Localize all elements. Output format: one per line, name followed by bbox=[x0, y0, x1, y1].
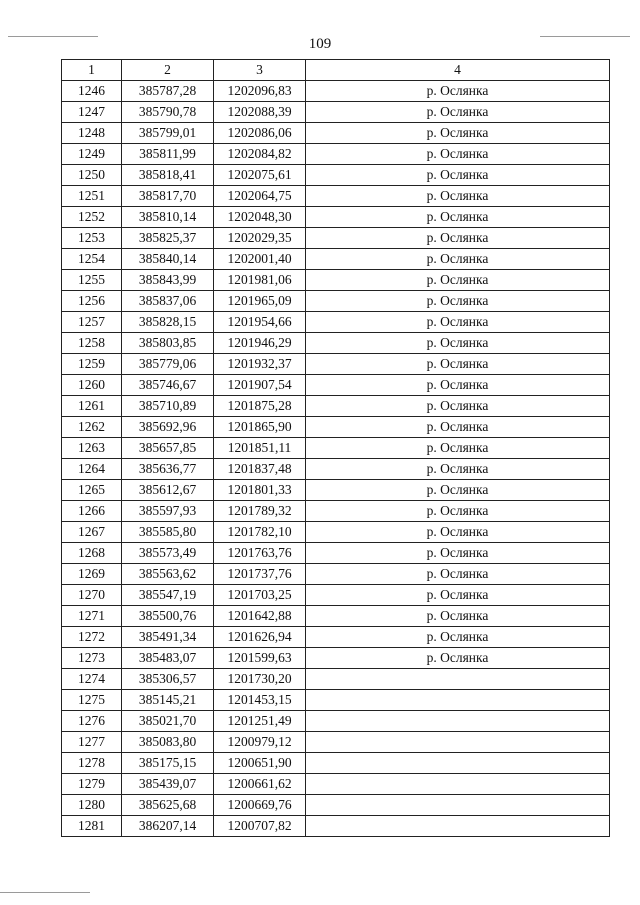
x-coordinate-cell: 385491,34 bbox=[122, 627, 214, 648]
point-number-cell: 1255 bbox=[62, 270, 122, 291]
point-number-cell: 1260 bbox=[62, 375, 122, 396]
x-coordinate-cell: 385612,67 bbox=[122, 480, 214, 501]
x-coordinate-cell: 385636,77 bbox=[122, 459, 214, 480]
y-coordinate-cell: 1201981,06 bbox=[214, 270, 306, 291]
description-cell: р. Ослянка bbox=[306, 375, 610, 396]
table-row bbox=[62, 144, 610, 165]
table-row bbox=[62, 249, 610, 270]
table-row bbox=[62, 753, 610, 774]
point-number-cell: 1250 bbox=[62, 165, 122, 186]
y-coordinate-cell: 1201763,76 bbox=[214, 543, 306, 564]
x-coordinate-cell: 385175,15 bbox=[122, 753, 214, 774]
table-row bbox=[62, 480, 610, 501]
point-number-cell: 1270 bbox=[62, 585, 122, 606]
y-coordinate-cell: 1201730,20 bbox=[214, 669, 306, 690]
y-coordinate-cell: 1201865,90 bbox=[214, 417, 306, 438]
point-number-cell: 1248 bbox=[62, 123, 122, 144]
table-row bbox=[62, 354, 610, 375]
y-coordinate-cell: 1201801,33 bbox=[214, 480, 306, 501]
x-coordinate-cell: 385837,06 bbox=[122, 291, 214, 312]
table-row bbox=[62, 123, 610, 144]
x-coordinate-cell: 385840,14 bbox=[122, 249, 214, 270]
point-number-cell: 1261 bbox=[62, 396, 122, 417]
description-cell: р. Ослянка bbox=[306, 144, 610, 165]
description-cell: р. Ослянка bbox=[306, 417, 610, 438]
x-coordinate-cell: 385779,06 bbox=[122, 354, 214, 375]
point-number-cell: 1280 bbox=[62, 795, 122, 816]
x-coordinate-cell: 385746,67 bbox=[122, 375, 214, 396]
x-coordinate-cell: 385573,49 bbox=[122, 543, 214, 564]
y-coordinate-cell: 1201851,11 bbox=[214, 438, 306, 459]
column-header-3: 3 bbox=[214, 60, 306, 81]
point-number-cell: 1264 bbox=[62, 459, 122, 480]
description-cell: р. Ослянка bbox=[306, 585, 610, 606]
table-row bbox=[62, 207, 610, 228]
table-row bbox=[62, 501, 610, 522]
table-row bbox=[62, 669, 610, 690]
description-cell: р. Ослянка bbox=[306, 186, 610, 207]
coordinates-table bbox=[61, 59, 610, 837]
description-cell: р. Ослянка bbox=[306, 354, 610, 375]
point-number-cell: 1247 bbox=[62, 102, 122, 123]
point-number-cell: 1256 bbox=[62, 291, 122, 312]
x-coordinate-cell: 385817,70 bbox=[122, 186, 214, 207]
y-coordinate-cell: 1202075,61 bbox=[214, 165, 306, 186]
y-coordinate-cell: 1202001,40 bbox=[214, 249, 306, 270]
x-coordinate-cell: 385083,80 bbox=[122, 732, 214, 753]
page-number: 109 bbox=[308, 36, 332, 52]
description-cell: р. Ослянка bbox=[306, 81, 610, 102]
table-row bbox=[62, 375, 610, 396]
description-cell: р. Ослянка bbox=[306, 438, 610, 459]
y-coordinate-cell: 1200669,76 bbox=[214, 795, 306, 816]
description-cell: р. Ослянка bbox=[306, 606, 610, 627]
y-coordinate-cell: 1201642,88 bbox=[214, 606, 306, 627]
y-coordinate-cell: 1201737,76 bbox=[214, 564, 306, 585]
y-coordinate-cell: 1202086,06 bbox=[214, 123, 306, 144]
table-row bbox=[62, 459, 610, 480]
table-body bbox=[62, 81, 610, 837]
point-number-cell: 1262 bbox=[62, 417, 122, 438]
y-coordinate-cell: 1202048,30 bbox=[214, 207, 306, 228]
x-coordinate-cell: 385585,80 bbox=[122, 522, 214, 543]
table-row bbox=[62, 186, 610, 207]
point-number-cell: 1275 bbox=[62, 690, 122, 711]
description-cell: р. Ослянка bbox=[306, 480, 610, 501]
description-cell: р. Ослянка bbox=[306, 123, 610, 144]
description-cell: р. Ослянка bbox=[306, 207, 610, 228]
x-coordinate-cell: 385657,85 bbox=[122, 438, 214, 459]
description-cell: р. Ослянка bbox=[306, 564, 610, 585]
table-row bbox=[62, 606, 610, 627]
y-coordinate-cell: 1201626,94 bbox=[214, 627, 306, 648]
point-number-cell: 1246 bbox=[62, 81, 122, 102]
table-row bbox=[62, 648, 610, 669]
table-header-row bbox=[62, 60, 610, 81]
point-number-cell: 1267 bbox=[62, 522, 122, 543]
point-number-cell: 1273 bbox=[62, 648, 122, 669]
y-coordinate-cell: 1201782,10 bbox=[214, 522, 306, 543]
description-cell: р. Ослянка bbox=[306, 102, 610, 123]
description-cell: р. Ослянка bbox=[306, 333, 610, 354]
description-cell bbox=[306, 753, 610, 774]
table-row bbox=[62, 396, 610, 417]
point-number-cell: 1249 bbox=[62, 144, 122, 165]
point-number-cell: 1259 bbox=[62, 354, 122, 375]
point-number-cell: 1277 bbox=[62, 732, 122, 753]
table-row bbox=[62, 417, 610, 438]
x-coordinate-cell: 385787,28 bbox=[122, 81, 214, 102]
x-coordinate-cell: 385145,21 bbox=[122, 690, 214, 711]
point-number-cell: 1276 bbox=[62, 711, 122, 732]
table-row bbox=[62, 690, 610, 711]
description-cell: р. Ослянка bbox=[306, 501, 610, 522]
x-coordinate-cell: 385828,15 bbox=[122, 312, 214, 333]
description-cell: р. Ослянка bbox=[306, 291, 610, 312]
table-row bbox=[62, 102, 610, 123]
point-number-cell: 1274 bbox=[62, 669, 122, 690]
description-cell: р. Ослянка bbox=[306, 312, 610, 333]
table-row bbox=[62, 228, 610, 249]
x-coordinate-cell: 385483,07 bbox=[122, 648, 214, 669]
column-header-1: 1 bbox=[62, 60, 122, 81]
table-row bbox=[62, 627, 610, 648]
point-number-cell: 1251 bbox=[62, 186, 122, 207]
y-coordinate-cell: 1201954,66 bbox=[214, 312, 306, 333]
table-row bbox=[62, 438, 610, 459]
x-coordinate-cell: 385500,76 bbox=[122, 606, 214, 627]
x-coordinate-cell: 385021,70 bbox=[122, 711, 214, 732]
description-cell: р. Ослянка bbox=[306, 627, 610, 648]
x-coordinate-cell: 385803,85 bbox=[122, 333, 214, 354]
x-coordinate-cell: 385439,07 bbox=[122, 774, 214, 795]
table-row bbox=[62, 312, 610, 333]
table-row bbox=[62, 543, 610, 564]
point-number-cell: 1258 bbox=[62, 333, 122, 354]
table-row bbox=[62, 795, 610, 816]
column-header-2: 2 bbox=[122, 60, 214, 81]
point-number-cell: 1257 bbox=[62, 312, 122, 333]
x-coordinate-cell: 385818,41 bbox=[122, 165, 214, 186]
description-cell: р. Ослянка bbox=[306, 228, 610, 249]
y-coordinate-cell: 1201965,09 bbox=[214, 291, 306, 312]
y-coordinate-cell: 1201703,25 bbox=[214, 585, 306, 606]
table-row bbox=[62, 564, 610, 585]
y-coordinate-cell: 1200979,12 bbox=[214, 732, 306, 753]
y-coordinate-cell: 1202084,82 bbox=[214, 144, 306, 165]
y-coordinate-cell: 1201946,29 bbox=[214, 333, 306, 354]
table-row bbox=[62, 333, 610, 354]
y-coordinate-cell: 1201875,28 bbox=[214, 396, 306, 417]
point-number-cell: 1268 bbox=[62, 543, 122, 564]
point-number-cell: 1254 bbox=[62, 249, 122, 270]
description-cell bbox=[306, 690, 610, 711]
x-coordinate-cell: 385790,78 bbox=[122, 102, 214, 123]
y-coordinate-cell: 1200651,90 bbox=[214, 753, 306, 774]
description-cell: р. Ослянка bbox=[306, 396, 610, 417]
point-number-cell: 1265 bbox=[62, 480, 122, 501]
point-number-cell: 1266 bbox=[62, 501, 122, 522]
point-number-cell: 1263 bbox=[62, 438, 122, 459]
description-cell bbox=[306, 774, 610, 795]
x-coordinate-cell: 385625,68 bbox=[122, 795, 214, 816]
y-coordinate-cell: 1200661,62 bbox=[214, 774, 306, 795]
y-coordinate-cell: 1201599,63 bbox=[214, 648, 306, 669]
x-coordinate-cell: 385547,19 bbox=[122, 585, 214, 606]
y-coordinate-cell: 1201932,37 bbox=[214, 354, 306, 375]
point-number-cell: 1279 bbox=[62, 774, 122, 795]
x-coordinate-cell: 385692,96 bbox=[122, 417, 214, 438]
y-coordinate-cell: 1202029,35 bbox=[214, 228, 306, 249]
y-coordinate-cell: 1201453,15 bbox=[214, 690, 306, 711]
x-coordinate-cell: 385810,14 bbox=[122, 207, 214, 228]
description-cell: р. Ослянка bbox=[306, 249, 610, 270]
column-header-4: 4 bbox=[306, 60, 610, 81]
y-coordinate-cell: 1201907,54 bbox=[214, 375, 306, 396]
x-coordinate-cell: 385306,57 bbox=[122, 669, 214, 690]
table-row bbox=[62, 270, 610, 291]
table-row bbox=[62, 81, 610, 102]
table-row bbox=[62, 585, 610, 606]
description-cell bbox=[306, 795, 610, 816]
point-number-cell: 1281 bbox=[62, 816, 122, 837]
point-number-cell: 1252 bbox=[62, 207, 122, 228]
y-coordinate-cell: 1201837,48 bbox=[214, 459, 306, 480]
description-cell: р. Ослянка bbox=[306, 648, 610, 669]
description-cell: р. Ослянка bbox=[306, 459, 610, 480]
point-number-cell: 1269 bbox=[62, 564, 122, 585]
x-coordinate-cell: 385811,99 bbox=[122, 144, 214, 165]
y-coordinate-cell: 1202064,75 bbox=[214, 186, 306, 207]
table-row bbox=[62, 711, 610, 732]
description-cell: р. Ослянка bbox=[306, 522, 610, 543]
y-coordinate-cell: 1200707,82 bbox=[214, 816, 306, 837]
description-cell bbox=[306, 711, 610, 732]
x-coordinate-cell: 385825,37 bbox=[122, 228, 214, 249]
x-coordinate-cell: 385843,99 bbox=[122, 270, 214, 291]
x-coordinate-cell: 386207,14 bbox=[122, 816, 214, 837]
description-cell: р. Ослянка bbox=[306, 543, 610, 564]
y-coordinate-cell: 1201251,49 bbox=[214, 711, 306, 732]
table-row bbox=[62, 165, 610, 186]
y-coordinate-cell: 1201789,32 bbox=[214, 501, 306, 522]
table-row bbox=[62, 522, 610, 543]
description-cell bbox=[306, 816, 610, 837]
y-coordinate-cell: 1202096,83 bbox=[214, 81, 306, 102]
table-row bbox=[62, 291, 610, 312]
x-coordinate-cell: 385563,62 bbox=[122, 564, 214, 585]
point-number-cell: 1272 bbox=[62, 627, 122, 648]
table-row bbox=[62, 774, 610, 795]
x-coordinate-cell: 385597,93 bbox=[122, 501, 214, 522]
table-row bbox=[62, 816, 610, 837]
description-cell: р. Ослянка bbox=[306, 165, 610, 186]
table-row bbox=[62, 732, 610, 753]
description-cell: р. Ослянка bbox=[306, 270, 610, 291]
y-coordinate-cell: 1202088,39 bbox=[214, 102, 306, 123]
scan-artifact-bottom bbox=[0, 892, 90, 893]
point-number-cell: 1271 bbox=[62, 606, 122, 627]
description-cell bbox=[306, 732, 610, 753]
point-number-cell: 1278 bbox=[62, 753, 122, 774]
description-cell bbox=[306, 669, 610, 690]
x-coordinate-cell: 385799,01 bbox=[122, 123, 214, 144]
point-number-cell: 1253 bbox=[62, 228, 122, 249]
x-coordinate-cell: 385710,89 bbox=[122, 396, 214, 417]
